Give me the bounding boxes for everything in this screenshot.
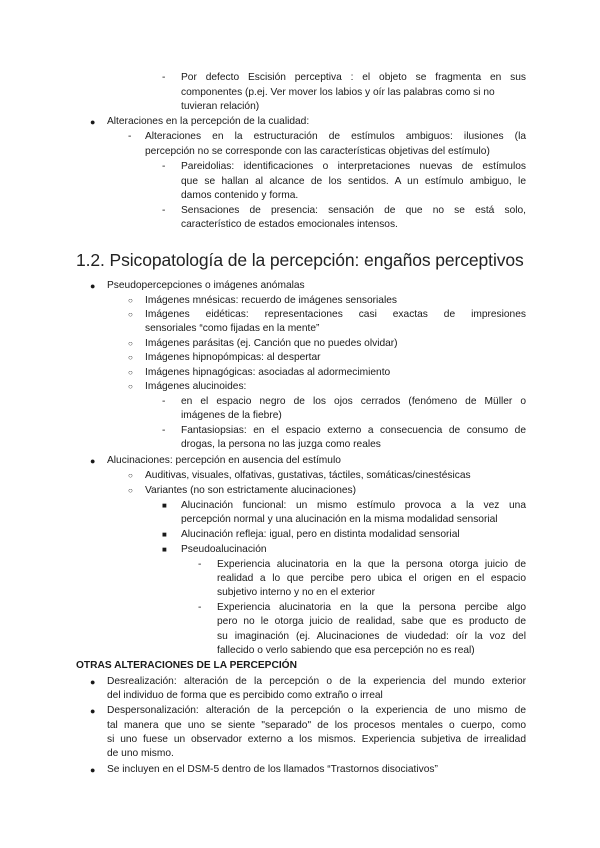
bullet-marker: ● (90, 765, 96, 775)
circle-marker: ○ (128, 353, 133, 362)
text-line: imágenes de la fiebre) (181, 410, 282, 421)
bullet-marker: ● (90, 706, 96, 716)
text-line: Se incluyen en el DSM-5 dentro de los llamados “Trastornos disociativos” (107, 764, 438, 775)
text-line: Imágenes hipnopómpicas: al despertar (145, 352, 321, 363)
text-line: drogas, la persona no las juzga como reales (181, 439, 381, 450)
circle-marker: ○ (128, 368, 133, 377)
square-marker: ■ (162, 530, 167, 539)
dash-marker: - (162, 205, 166, 216)
dash-marker: - (128, 131, 132, 142)
circle-marker: ○ (128, 486, 133, 495)
text-line: Experiencia alucinatoria en la que la persona percibe algo (217, 602, 526, 613)
text-line: realidad a lo que percibe pero ubica el origen en el espacio (217, 573, 526, 584)
text-line: componentes (p.ej. Ver mover los labios y oír las palabras como si no (181, 87, 495, 98)
dash-marker: - (162, 72, 166, 83)
text-line: subjetivo interno y no en el exterior (217, 587, 375, 598)
text-line: damos contenido y forma. (181, 190, 299, 201)
square-marker: ■ (162, 545, 167, 554)
text-line: Pareidolias: identificaciones o interpretaciones nuevas de estímulos (181, 161, 526, 172)
text-line: tal manera que uno se siente "separado" de los procesos mentales o cuerpo, como (107, 720, 526, 731)
text-line: percepción normal y una alucinación en la misma modalidad sensorial (181, 514, 498, 525)
bullet-marker: ● (90, 281, 96, 291)
text-line: Imágenes alucinoides: (145, 381, 247, 392)
bullet-marker: ● (90, 677, 96, 687)
text-line: Pseudopercepciones o imágenes anómalas (107, 280, 305, 291)
text-line: Despersonalización: alteración de la percepción o la experiencia de uno mismo de (107, 705, 526, 716)
text-line: Imágenes parásitas (ej. Canción que no puedes olvidar) (145, 338, 398, 349)
text-line: su imaginación (ej. Alucinaciones de viudedad: oír la voz del (217, 631, 526, 642)
text-line: pero no le otorga juicio de realidad, sabe que es producto de (217, 616, 526, 627)
text-line: de uno mismo. (107, 748, 174, 759)
text-line: Por defecto Escisión perceptiva : el objeto se fragmenta en sus (181, 72, 526, 83)
dash-marker: - (162, 425, 166, 436)
text-line: tuvieran relación) (181, 101, 260, 112)
bullet-marker: ● (90, 117, 96, 127)
circle-marker: ○ (128, 296, 133, 305)
text-line: en el espacio negro de los ojos cerrados (fenómeno de Müller o (181, 396, 526, 407)
text-line: Fantasiopsias: en el espacio externo a consecuencia de consumo de (181, 425, 526, 436)
circle-marker: ○ (128, 382, 133, 391)
text-line: Alteraciones en la estructuración de estímulos ambiguos: ilusiones (la (145, 131, 526, 142)
square-marker: ■ (162, 501, 167, 510)
text-line: percepción no se corresponde con las características objetivas del estímulo) (145, 146, 490, 157)
text-line: Pseudoalucinación (181, 544, 267, 555)
text-line: Variantes (no son estrictamente alucinaciones) (145, 485, 357, 496)
text-line: sensoriales “como fijadas en la mente” (145, 323, 320, 334)
dash-marker: - (162, 161, 166, 172)
text-line: Experiencia alucinatoria en la que la persona otorga juicio de (217, 559, 526, 570)
bullet-marker: ● (90, 456, 96, 466)
text-line: Sensaciones de presencia: sensación de que no se está solo, (181, 205, 526, 216)
dash-marker: - (198, 602, 202, 613)
text-line: Alucinación funcional: un mismo estímulo provoca a la vez una (181, 500, 526, 511)
subsection-title: OTRAS ALTERACIONES DE LA PERCEPCIÓN (76, 660, 297, 671)
text-line: característico de estados emocionales intensos. (181, 219, 398, 230)
text-line: Imágenes hipnagógicas: asociadas al adormecimiento (145, 367, 391, 378)
text-line: Imágenes eidéticas: representaciones casi exactas de impresiones (145, 309, 526, 320)
dash-marker: - (198, 559, 202, 570)
dash-marker: - (162, 396, 166, 407)
text-line: Auditivas, visuales, olfativas, gustativas, táctiles, somáticas/cinestésicas (145, 470, 471, 481)
text-line: que se hallan al alcance de los sentidos. A un estímulo ambiguo, le (181, 176, 526, 187)
circle-marker: ○ (128, 339, 133, 348)
circle-marker: ○ (128, 310, 133, 319)
text-line: Desrealización: alteración de la percepción o de la experiencia del mundo exterior (107, 676, 526, 687)
circle-marker: ○ (128, 471, 133, 480)
text-line: del individuo de forma que es percibido como extraño o irreal (107, 690, 383, 701)
text-line: Alucinaciones: percepción en ausencia del estímulo (107, 455, 341, 466)
text-line: Alteraciones en la percepción de la cualidad: (107, 116, 310, 127)
text-line: fallecido o verlo sabiendo que esa percepción no es real) (217, 645, 475, 656)
text-line: Alucinación refleja: igual, pero en distinta modalidad sensorial (181, 529, 460, 540)
section-title: 1.2. Psicopatología de la percepción: engaños perceptivos (76, 250, 524, 270)
text-line: Imágenes mnésicas: recuerdo de imágenes sensoriales (145, 295, 397, 306)
text-line: si uno fuese un observador externo a los mismos. Experiencia subjetiva de irrealidad (107, 734, 526, 745)
